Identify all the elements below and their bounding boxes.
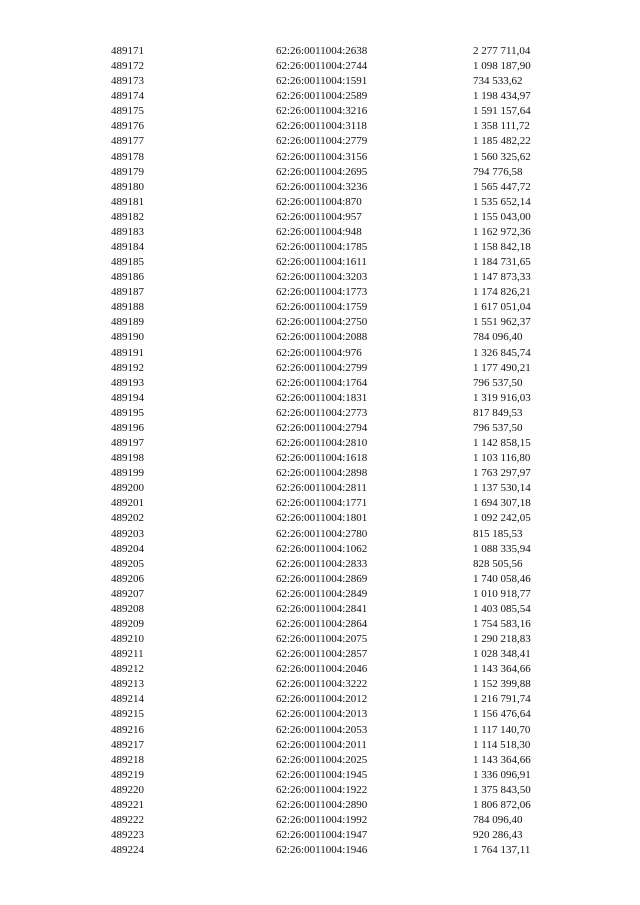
row-number: 489177 (111, 135, 144, 148)
cadastral-number: 62:26:0011004:976 (276, 346, 362, 359)
row-number: 489209 (111, 617, 144, 630)
table-row (111, 647, 561, 662)
table-row (111, 240, 561, 255)
cadastral-number: 62:26:0011004:1785 (276, 241, 368, 254)
table-row (111, 285, 561, 300)
row-number: 489218 (111, 753, 144, 766)
row-number: 489195 (111, 406, 144, 419)
row-number: 489197 (111, 437, 144, 450)
cadastral-value: 1 156 476,64 (473, 708, 531, 721)
row-number: 489204 (111, 542, 144, 555)
table-row (111, 165, 561, 180)
table-row (111, 391, 561, 406)
table-row (111, 511, 561, 526)
table-row (111, 572, 561, 587)
row-number: 489216 (111, 723, 144, 736)
cadastral-value: 1 740 058,46 (473, 572, 531, 585)
table-row (111, 59, 561, 74)
cadastral-number: 62:26:0011004:3203 (276, 271, 368, 284)
cadastral-value: 1 591 157,64 (473, 105, 531, 118)
table-row (111, 406, 561, 421)
row-number: 489211 (111, 648, 144, 661)
cadastral-number: 62:26:0011004:2695 (276, 165, 368, 178)
row-number: 489196 (111, 421, 144, 434)
row-number: 489215 (111, 708, 144, 721)
table-row (111, 783, 561, 798)
cadastral-number: 62:26:0011004:2794 (276, 421, 368, 434)
table-row (111, 104, 561, 119)
cadastral-number: 62:26:0011004:2011 (276, 738, 367, 751)
cadastral-number: 62:26:0011004:2811 (276, 482, 367, 495)
cadastral-value: 1 216 791,74 (473, 693, 531, 706)
table-row (111, 723, 561, 738)
cadastral-number: 62:26:0011004:2750 (276, 316, 368, 329)
cadastral-number: 62:26:0011004:2864 (276, 617, 368, 630)
cadastral-number: 62:26:0011004:2841 (276, 602, 368, 615)
row-number: 489221 (111, 798, 144, 811)
cadastral-number: 62:26:0011004:2012 (276, 693, 368, 706)
cadastral-value: 1 088 335,94 (473, 542, 531, 555)
table-row (111, 753, 561, 768)
cadastral-number: 62:26:0011004:2810 (276, 437, 368, 450)
cadastral-number: 62:26:0011004:1922 (276, 783, 368, 796)
cadastral-value: 1 114 518,30 (473, 738, 531, 751)
cadastral-value: 1 551 962,37 (473, 316, 531, 329)
cadastral-value: 1 143 364,66 (473, 663, 531, 676)
cadastral-number: 62:26:0011004:2890 (276, 798, 368, 811)
row-number: 489206 (111, 572, 144, 585)
row-number: 489172 (111, 60, 144, 73)
cadastral-number: 62:26:0011004:2779 (276, 135, 368, 148)
cadastral-value: 1 198 434,97 (473, 90, 531, 103)
cadastral-number: 62:26:0011004:3118 (276, 120, 367, 133)
cadastral-number: 62:26:0011004:3236 (276, 180, 368, 193)
cadastral-value: 1 358 111,72 (473, 120, 530, 133)
cadastral-number: 62:26:0011004:1759 (276, 301, 368, 314)
cadastral-value: 1 185 482,22 (473, 135, 531, 148)
row-number: 489200 (111, 482, 144, 495)
table-row (111, 44, 561, 59)
table-row (111, 707, 561, 722)
cadastral-value: 1 763 297,97 (473, 467, 531, 480)
table-row (111, 89, 561, 104)
row-number: 489179 (111, 165, 144, 178)
cadastral-number: 62:26:0011004:2898 (276, 467, 368, 480)
table-row (111, 481, 561, 496)
cadastral-value: 2 277 711,04 (473, 45, 531, 57)
cadastral-number: 62:26:0011004:1947 (276, 829, 368, 842)
cadastral-value: 1 535 652,14 (473, 195, 531, 208)
cadastral-value: 1 142 858,15 (473, 437, 531, 450)
cadastral-value: 1 155 043,00 (473, 210, 531, 223)
cadastral-number: 62:26:0011004:870 (276, 195, 362, 208)
row-number: 489189 (111, 316, 144, 329)
cadastral-value-table (111, 44, 561, 858)
row-number: 489173 (111, 75, 144, 88)
cadastral-number: 62:26:0011004:2744 (276, 60, 368, 73)
row-number: 489175 (111, 105, 144, 118)
cadastral-number: 62:26:0011004:1618 (276, 452, 368, 465)
cadastral-value: 1 764 137,11 (473, 844, 531, 857)
cadastral-value: 1 184 731,65 (473, 256, 531, 269)
cadastral-value: 784 096,40 (473, 331, 523, 344)
cadastral-number: 62:26:0011004:1801 (276, 512, 368, 525)
row-number: 489207 (111, 587, 144, 600)
table-row (111, 813, 561, 828)
cadastral-number: 62:26:0011004:948 (276, 225, 362, 238)
cadastral-number: 62:26:0011004:1946 (276, 844, 368, 857)
cadastral-number: 62:26:0011004:1062 (276, 542, 368, 555)
table-row (111, 300, 561, 315)
row-number: 489203 (111, 527, 144, 540)
cadastral-value: 1 162 972,36 (473, 225, 531, 238)
row-number: 489185 (111, 256, 144, 269)
row-number: 489178 (111, 150, 144, 163)
row-number: 489181 (111, 195, 144, 208)
cadastral-number: 62:26:0011004:1945 (276, 768, 368, 781)
cadastral-value: 1 565 447,72 (473, 180, 531, 193)
cadastral-number: 62:26:0011004:2780 (276, 527, 368, 540)
row-number: 489193 (111, 376, 144, 389)
cadastral-number: 62:26:0011004:1591 (276, 75, 368, 88)
table-row (111, 376, 561, 391)
table-row (111, 617, 561, 632)
cadastral-number: 62:26:0011004:2833 (276, 557, 368, 570)
cadastral-number: 62:26:0011004:2869 (276, 572, 368, 585)
cadastral-value: 1 098 187,90 (473, 60, 531, 73)
row-number: 489194 (111, 391, 144, 404)
cadastral-value: 1 143 364,66 (473, 753, 531, 766)
cadastral-number: 62:26:0011004:1773 (276, 286, 368, 299)
row-number: 489188 (111, 301, 144, 314)
cadastral-value: 1 694 307,18 (473, 497, 531, 510)
cadastral-value: 920 286,43 (473, 829, 523, 842)
table-row (111, 557, 561, 572)
cadastral-value: 796 537,50 (473, 376, 523, 389)
row-number: 489224 (111, 844, 144, 857)
cadastral-number: 62:26:0011004:2799 (276, 361, 368, 374)
cadastral-value: 1 010 918,77 (473, 587, 531, 600)
cadastral-value: 1 147 873,33 (473, 271, 531, 284)
cadastral-number: 62:26:0011004:2075 (276, 633, 368, 646)
cadastral-value: 784 096,40 (473, 813, 523, 826)
row-number: 489198 (111, 452, 144, 465)
cadastral-value: 1 092 242,05 (473, 512, 531, 525)
row-number: 489186 (111, 271, 144, 284)
table-row (111, 496, 561, 511)
table-row (111, 436, 561, 451)
row-number: 489199 (111, 467, 144, 480)
table-row (111, 602, 561, 617)
table-row (111, 738, 561, 753)
cadastral-value: 1 326 845,74 (473, 346, 531, 359)
table-row (111, 270, 561, 285)
row-number: 489201 (111, 497, 144, 510)
row-number: 489212 (111, 663, 144, 676)
row-number: 489222 (111, 813, 144, 826)
cadastral-value: 828 505,56 (473, 557, 523, 570)
table-row (111, 255, 561, 270)
row-number: 489219 (111, 768, 144, 781)
table-row (111, 74, 561, 89)
row-number: 489210 (111, 633, 144, 646)
cadastral-value: 1 290 218,83 (473, 633, 531, 646)
cadastral-number: 62:26:0011004:2849 (276, 587, 368, 600)
table-row (111, 315, 561, 330)
table-row (111, 798, 561, 813)
cadastral-value: 1 103 116,80 (473, 452, 531, 465)
cadastral-number: 62:26:0011004:2025 (276, 753, 368, 766)
row-number: 489202 (111, 512, 144, 525)
table-row (111, 195, 561, 210)
table-row (111, 150, 561, 165)
cadastral-value: 1 617 051,04 (473, 301, 531, 314)
row-number: 489208 (111, 602, 144, 615)
row-number: 489190 (111, 331, 144, 344)
cadastral-value: 1 336 096,91 (473, 768, 531, 781)
table-row (111, 330, 561, 345)
table-row (111, 225, 561, 240)
row-number: 489183 (111, 225, 144, 238)
cadastral-number: 62:26:0011004:1992 (276, 813, 368, 826)
cadastral-number: 62:26:0011004:2046 (276, 663, 368, 676)
row-number: 489176 (111, 120, 144, 133)
cadastral-number: 62:26:0011004:1764 (276, 376, 368, 389)
row-number: 489171 (111, 45, 144, 57)
table-row (111, 466, 561, 481)
cadastral-number: 62:26:0011004:2638 (276, 45, 368, 57)
cadastral-number: 62:26:0011004:2857 (276, 648, 368, 661)
cadastral-value: 817 849,53 (473, 406, 523, 419)
row-number: 489223 (111, 829, 144, 842)
table-row (111, 587, 561, 602)
table-row (111, 843, 561, 858)
cadastral-number: 62:26:0011004:3216 (276, 105, 368, 118)
row-number: 489192 (111, 361, 144, 374)
table-row (111, 180, 561, 195)
table-row (111, 451, 561, 466)
table-row (111, 361, 561, 376)
cadastral-value: 1 028 348,41 (473, 648, 531, 661)
cadastral-value: 1 560 325,62 (473, 150, 531, 163)
cadastral-number: 62:26:0011004:2589 (276, 90, 368, 103)
table-row (111, 828, 561, 843)
cadastral-number: 62:26:0011004:2013 (276, 708, 368, 721)
table-row (111, 542, 561, 557)
cadastral-value: 1 117 140,70 (473, 723, 531, 736)
table-row (111, 119, 561, 134)
cadastral-value: 1 319 916,03 (473, 391, 531, 404)
cadastral-value: 1 375 843,50 (473, 783, 531, 796)
cadastral-number: 62:26:0011004:3222 (276, 678, 368, 691)
row-number: 489174 (111, 90, 144, 103)
row-number: 489184 (111, 241, 144, 254)
row-number: 489187 (111, 286, 144, 299)
table-row (111, 662, 561, 677)
cadastral-value: 1 754 583,16 (473, 617, 531, 630)
table-row (111, 210, 561, 225)
table-row (111, 632, 561, 647)
row-number: 489217 (111, 738, 144, 751)
table-row (111, 346, 561, 361)
cadastral-number: 62:26:0011004:2088 (276, 331, 368, 344)
cadastral-value: 815 185,53 (473, 527, 523, 540)
cadastral-value: 1 174 826,21 (473, 286, 531, 299)
cadastral-value: 1 137 530,14 (473, 482, 531, 495)
cadastral-number: 62:26:0011004:2053 (276, 723, 368, 736)
cadastral-number: 62:26:0011004:2773 (276, 406, 368, 419)
row-number: 489191 (111, 346, 144, 359)
cadastral-number: 62:26:0011004:3156 (276, 150, 368, 163)
cadastral-value: 796 537,50 (473, 421, 523, 434)
cadastral-value: 794 776,58 (473, 165, 523, 178)
row-number: 489213 (111, 678, 144, 691)
cadastral-number: 62:26:0011004:1611 (276, 256, 367, 269)
table-row (111, 527, 561, 542)
cadastral-number: 62:26:0011004:957 (276, 210, 362, 223)
row-number: 489182 (111, 210, 144, 223)
table-row (111, 692, 561, 707)
row-number: 489214 (111, 693, 144, 706)
cadastral-number: 62:26:0011004:1771 (276, 497, 368, 510)
table-row (111, 134, 561, 149)
table-row (111, 677, 561, 692)
cadastral-value: 1 403 085,54 (473, 602, 531, 615)
cadastral-number: 62:26:0011004:1831 (276, 391, 368, 404)
row-number: 489180 (111, 180, 144, 193)
row-number: 489205 (111, 557, 144, 570)
cadastral-value: 1 806 872,06 (473, 798, 531, 811)
table-row (111, 421, 561, 436)
cadastral-value: 734 533,62 (473, 75, 523, 88)
row-number: 489220 (111, 783, 144, 796)
cadastral-value: 1 158 842,18 (473, 241, 531, 254)
table-row (111, 768, 561, 783)
cadastral-value: 1 177 490,21 (473, 361, 531, 374)
cadastral-value: 1 152 399,88 (473, 678, 531, 691)
